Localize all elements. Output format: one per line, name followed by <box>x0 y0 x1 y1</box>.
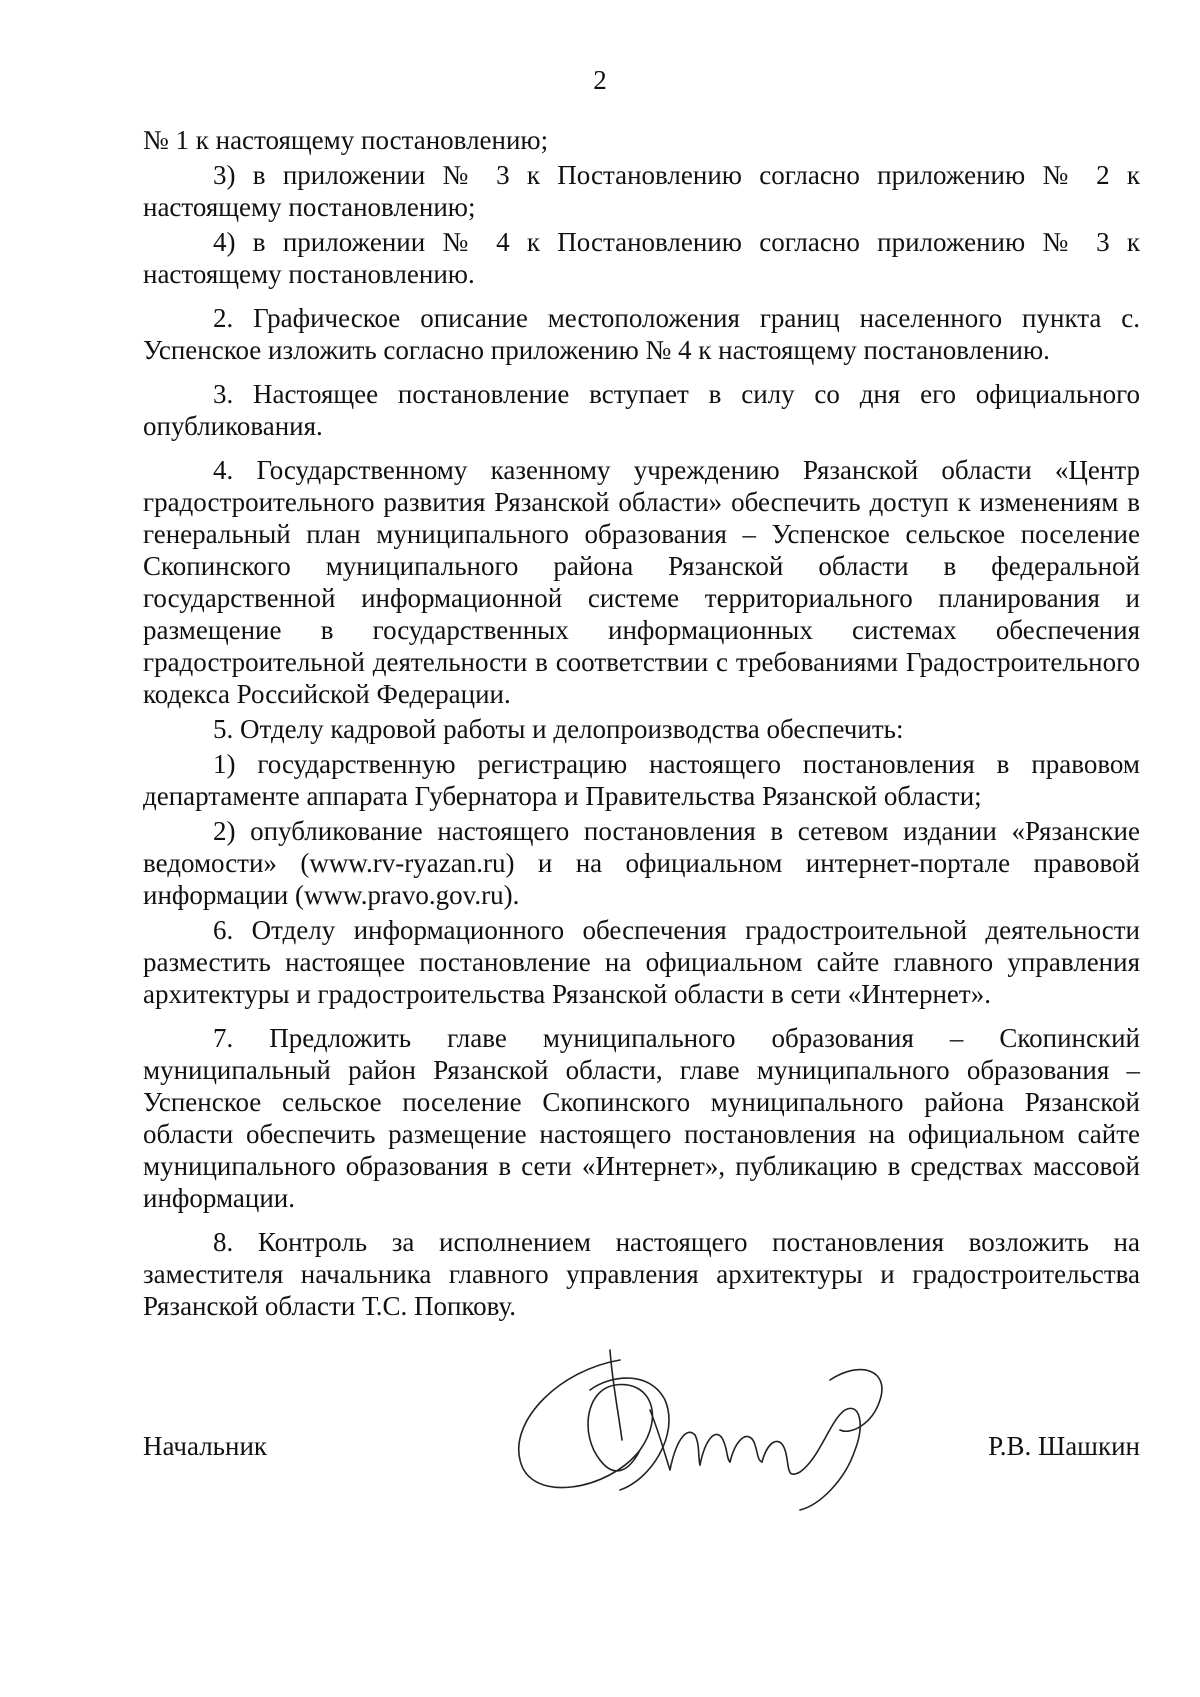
page-number: 2 <box>593 65 607 95</box>
paragraph-item-7: 7. Предложить главе муниципального образования – Скопинский муниципальный район Рязанской области, главе муниципального образования – Успенское сельское поселение Скопинского муниципального района Рязанской области обеспечить размещение настоящего постановления на официальном сайте муниципального образования в сети «Интернет», публикацию в средствах массовой информации. <box>143 1023 1140 1213</box>
signature-block <box>143 1430 1140 1470</box>
paragraph-subitem-3: 3) в приложении № 3 к Постановлению согласно приложению № 2 к настоящему постановлению; <box>143 160 1140 222</box>
paragraph-item-5: 5. Отделу кадровой работы и делопроизводства обеспечить: <box>213 714 904 744</box>
paragraph-item-4: 4. Государственному казенному учреждению Рязанской области «Центр градостроительного развития Рязанской области» обеспечить доступ к изменениям в генеральный план муниципального образования – Успенское сельское поселение Скопинского муниципального района Рязанской области в федеральной государственной информационной системе территориального планирования и размещение в государственных информационных системах обеспечения градостроительной деятельности в соответствии с требованиями Градостроительного кодекса Российской Федерации. <box>143 455 1140 709</box>
paragraph-item-6: 6. Отделу информационного обеспечения градостроительной деятельности разместить настоящее постановление на официальном сайте главного управления архитектуры и градостроительства Рязанской области в сети «Интернет». <box>143 915 1140 1009</box>
paragraph-item-3: 3. Настоящее постановление вступает в силу со дня его официального опубликования. <box>143 379 1140 441</box>
signatory-name: Р.В. Шашкин <box>988 1431 1140 1461</box>
document-body <box>143 124 1140 1325</box>
signatory-title: Начальник <box>143 1431 268 1461</box>
paragraph-item-5-sub-1: 1) государственную регистрацию настоящего постановления в правовом департаменте аппарата Губернатора и Правительства Рязанской области; <box>143 749 1140 811</box>
paragraph-item-8: 8. Контроль за исполнением настоящего постановления возложить на заместителя начальника главного управления архитектуры и градостроительства Рязанской области Т.С. Попкову. <box>143 1227 1140 1321</box>
paragraph-item-2: 2. Графическое описание местоположения границ населенного пункта с. Успенское изложить согласно приложению № 4 к настоящему постановлению. <box>143 303 1140 365</box>
paragraph-subitem-4: 4) в приложении № 4 к Постановлению согласно приложению № 3 к настоящему постановлению. <box>143 227 1140 289</box>
paragraph-item-5-sub-2: 2) опубликование настоящего постановления в сетевом издании «Рязанские ведомости» (www.rv-ryazan.ru) и на официальном интернет-портале правовой информации (www.pravo.gov.ru). <box>143 816 1140 910</box>
paragraph-continuation: № 1 к настоящему постановлению; <box>143 125 549 155</box>
